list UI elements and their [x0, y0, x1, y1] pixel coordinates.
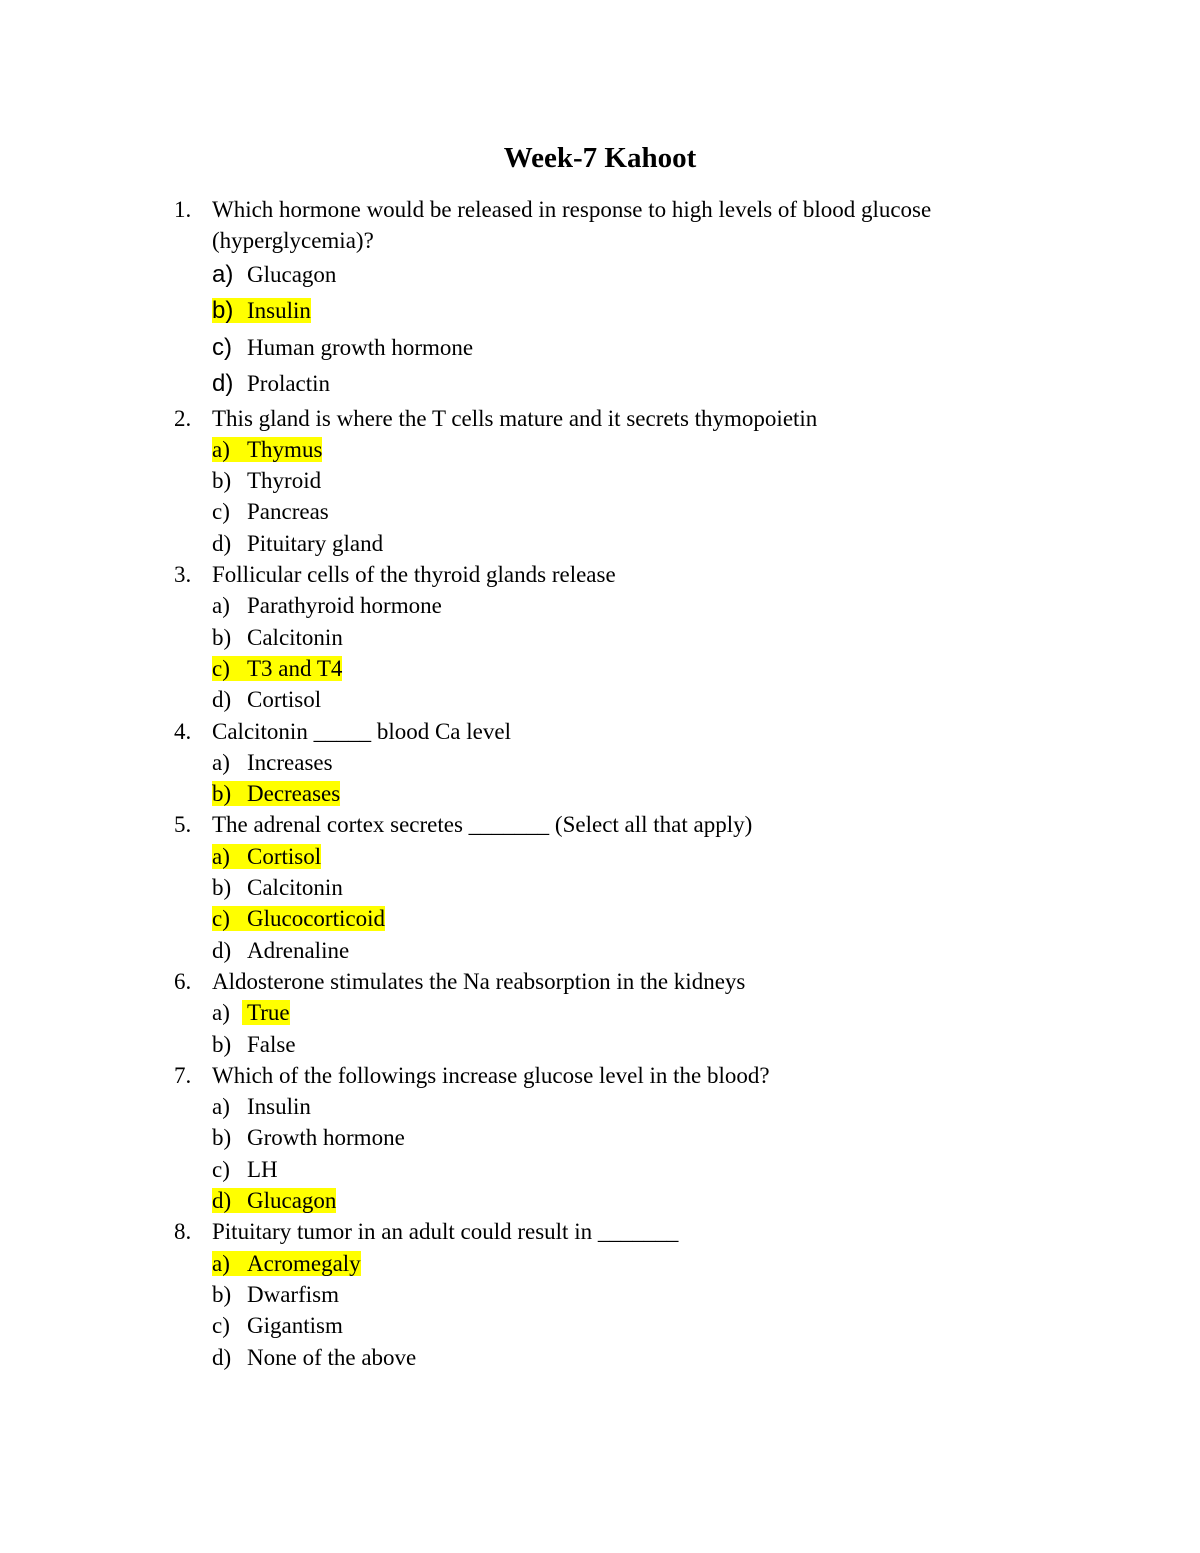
- question-number: 4.: [174, 718, 192, 744]
- option-label: c): [212, 906, 230, 932]
- option-text: Glucocorticoid: [247, 906, 385, 932]
- option-list: [0, 590, 1200, 715]
- option-text: Insulin: [247, 1094, 311, 1120]
- answer-option: [212, 841, 1200, 872]
- option-text: True: [242, 1000, 290, 1025]
- question-1: [0, 194, 1200, 403]
- answer: [212, 1125, 405, 1150]
- answer-option: [212, 330, 1200, 367]
- highlighted-answer: [212, 1000, 290, 1025]
- option-text: None of the above: [247, 1344, 417, 1370]
- highlighted-answer: [212, 298, 311, 323]
- option-label: b): [212, 624, 232, 650]
- option-label: b): [212, 297, 234, 325]
- highlighted-answer: [212, 781, 340, 806]
- answer: [212, 371, 330, 396]
- answer: [212, 750, 333, 775]
- question-3: [0, 559, 1200, 715]
- option-text: Increases: [247, 749, 333, 775]
- question-number: 6.: [174, 968, 192, 994]
- answer: [212, 1157, 278, 1182]
- answer-option: [212, 1154, 1200, 1185]
- option-list: [0, 841, 1200, 966]
- option-text: Pancreas: [247, 499, 329, 525]
- option-label: b): [212, 1031, 232, 1057]
- option-label: a): [212, 436, 230, 462]
- answer-option: [212, 1029, 1200, 1060]
- option-text: Decreases: [247, 781, 341, 807]
- option-text: LH: [247, 1156, 278, 1182]
- option-label: a): [212, 260, 234, 288]
- answer-option: [212, 257, 1200, 294]
- answer: [212, 531, 383, 556]
- question-number: 3.: [174, 562, 192, 588]
- option-label: a): [212, 1250, 230, 1276]
- option-text: Growth hormone: [247, 1125, 405, 1151]
- option-list: [0, 257, 1200, 403]
- option-text: Acromegaly: [247, 1250, 361, 1276]
- answer-option: [212, 1279, 1200, 1310]
- option-label: a): [212, 749, 230, 775]
- answer: [212, 938, 349, 963]
- answer: [212, 468, 321, 493]
- answer-option: [212, 997, 1200, 1028]
- option-label: a): [212, 593, 230, 619]
- answer-option: [212, 778, 1200, 809]
- answer-option: [212, 1122, 1200, 1153]
- option-text: Parathyroid hormone: [247, 593, 442, 619]
- answer-option: [212, 434, 1200, 465]
- answer-option: [212, 1091, 1200, 1122]
- option-text: Calcitonin: [247, 624, 343, 650]
- option-text: Human growth hormone: [247, 334, 474, 360]
- answer-option: [212, 1248, 1200, 1279]
- question-6: [0, 966, 1200, 1060]
- option-label: b): [212, 781, 232, 807]
- answer-option: [212, 293, 1200, 330]
- answer: [212, 499, 329, 524]
- option-text: False: [247, 1031, 296, 1057]
- answer-option: [212, 872, 1200, 903]
- option-text: Glucagon: [247, 1188, 337, 1214]
- page-title: Week-7 Kahoot: [503, 142, 697, 174]
- answer: [212, 593, 442, 618]
- option-label: d): [212, 530, 232, 556]
- question-text: The adrenal cortex secretes _______ (Select all that apply): [212, 812, 753, 838]
- option-list: [0, 1091, 1200, 1216]
- option-text: Calcitonin: [247, 875, 343, 901]
- option-list: [0, 1248, 1200, 1373]
- question-list: [0, 194, 1200, 1373]
- option-label: a): [212, 1000, 230, 1026]
- option-label: b): [212, 1125, 232, 1151]
- option-label: a): [212, 1094, 230, 1120]
- answer-option: [212, 528, 1200, 559]
- option-label: c): [212, 333, 232, 361]
- answer: [212, 1313, 343, 1338]
- question-5: [0, 809, 1200, 965]
- answer-option: [212, 1185, 1200, 1216]
- highlighted-answer: [212, 844, 321, 869]
- highlighted-answer: [212, 437, 322, 462]
- option-label: b): [212, 468, 232, 494]
- option-label: b): [212, 875, 232, 901]
- option-text: Dwarfism: [247, 1281, 339, 1307]
- question-text: Aldosterone stimulates the Na reabsorption in the kidneys: [212, 968, 746, 994]
- option-text: Insulin: [247, 298, 311, 324]
- option-label: d): [212, 1188, 232, 1214]
- answer-option: [212, 653, 1200, 684]
- option-label: c): [212, 655, 230, 681]
- answer-option: [212, 1342, 1200, 1373]
- question-4: [0, 716, 1200, 810]
- answer-option: [212, 747, 1200, 778]
- answer: [212, 335, 473, 360]
- answer: [212, 625, 343, 650]
- option-label: a): [212, 843, 230, 869]
- answer-option: [212, 935, 1200, 966]
- highlighted-answer: [212, 656, 342, 681]
- answer-option: [212, 590, 1200, 621]
- question-number: 1.: [174, 197, 192, 222]
- option-label: c): [212, 499, 230, 525]
- option-text: Prolactin: [247, 371, 331, 397]
- question-2: [0, 403, 1200, 559]
- answer-option: [212, 903, 1200, 934]
- option-label: d): [212, 687, 232, 713]
- highlighted-answer: [212, 906, 385, 931]
- answer: [212, 1032, 296, 1057]
- answer-option: [212, 622, 1200, 653]
- answer-option: [212, 684, 1200, 715]
- option-text: Cortisol: [247, 687, 322, 713]
- question-text: Which of the followings increase glucose level in the blood?: [212, 1062, 770, 1088]
- option-list: [0, 997, 1200, 1060]
- highlighted-answer: [212, 1251, 361, 1276]
- question-number: 2.: [174, 405, 192, 431]
- question-text: Which hormone would be released in response to high levels of blood glucose (hyperglycemia)?: [212, 197, 932, 254]
- highlighted-answer: [212, 1188, 336, 1213]
- question-text: Calcitonin _____ blood Ca level: [212, 718, 511, 744]
- option-text: Pituitary gland: [247, 530, 384, 556]
- answer: [212, 262, 336, 287]
- option-text: Adrenaline: [247, 937, 350, 963]
- answer-option: [212, 465, 1200, 496]
- question-8: [0, 1216, 1200, 1372]
- option-label: d): [212, 1344, 232, 1370]
- option-text: Thymus: [247, 436, 323, 462]
- option-text: Glucagon: [247, 261, 337, 287]
- answer-option: [212, 496, 1200, 527]
- question-number: 8.: [174, 1219, 192, 1245]
- option-text: T3 and T4: [247, 655, 343, 681]
- answer: [212, 875, 343, 900]
- option-text: Cortisol: [247, 843, 322, 869]
- option-list: [0, 434, 1200, 559]
- answer-option: [212, 1310, 1200, 1341]
- option-text: Thyroid: [247, 468, 322, 494]
- option-label: c): [212, 1156, 230, 1182]
- question-text: This gland is where the T cells mature and it secrets thymopoietin: [212, 405, 818, 431]
- answer: [212, 1094, 311, 1119]
- option-label: b): [212, 1281, 232, 1307]
- answer: [212, 1345, 416, 1370]
- option-label: d): [212, 370, 234, 398]
- option-label: d): [212, 937, 232, 963]
- answer: [212, 1282, 339, 1307]
- question-number: 7.: [174, 1062, 192, 1088]
- answer: [212, 687, 321, 712]
- option-label: c): [212, 1313, 230, 1339]
- question-text: Follicular cells of the thyroid glands release: [212, 562, 616, 588]
- question-text: Pituitary tumor in an adult could result in _______: [212, 1219, 679, 1245]
- option-text: Gigantism: [247, 1313, 343, 1339]
- option-list: [0, 747, 1200, 810]
- answer-option: [212, 366, 1200, 403]
- question-number: 5.: [174, 812, 192, 838]
- question-7: [0, 1060, 1200, 1216]
